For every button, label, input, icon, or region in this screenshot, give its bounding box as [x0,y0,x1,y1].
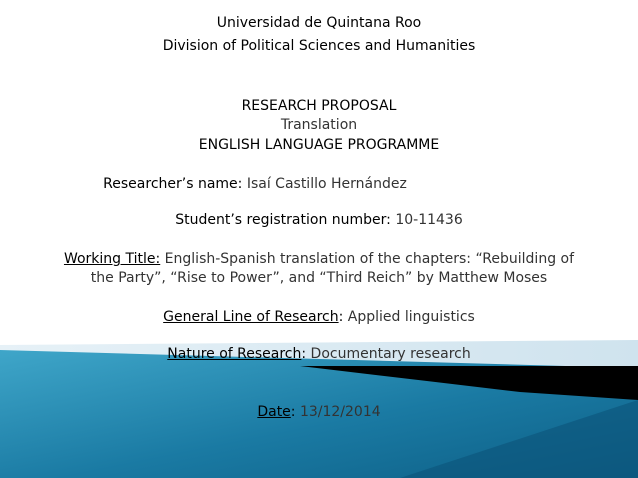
working-title-row-1 [0,251,638,268]
date-row [0,404,638,421]
line-of-research-row [0,309,638,326]
researcher-row [0,176,574,193]
programme-name: ENGLISH LANGUAGE PROGRAMME [198,137,440,153]
working-title-row-2 [0,270,638,287]
nature-label: Nature of Research [167,346,302,362]
line-of-research-sep: : [338,309,344,325]
nature-value: Documentary research [306,346,471,362]
date-sep: : [290,404,296,420]
researcher-label: Researcher’s name [103,176,238,192]
working-title-label: Working Title: [63,251,161,267]
proposal-title: RESEARCH PROPOSAL [241,98,397,114]
division-name: Division of Political Sciences and Humanities [162,38,476,54]
registration-value: 10-11436 [390,212,463,228]
registration-row [0,212,638,229]
line-of-research-label: General Line of Research [163,309,339,325]
working-title-value-1: English-Spanish translation of the chapters: “Rebuilding of [160,251,575,267]
working-title-value-2: the Party”, “Rise to Power”, and “Third Reich” by Matthew Moses [90,270,548,286]
date-label: Date [257,404,291,420]
researcher-value: Isaí Castillo Hernández [242,176,407,192]
university-name: Universidad de Quintana Roo [216,15,422,31]
registration-sep: : [386,212,391,228]
nature-sep: : [301,346,307,362]
proposal-subtitle: Translation [280,117,358,133]
line-of-research-value: Applied linguistics [343,309,475,325]
researcher-sep: : [237,176,243,192]
registration-label: Student’s registration number [175,212,387,228]
date-value: 13/12/2014 [295,404,381,420]
nature-row [0,346,638,363]
